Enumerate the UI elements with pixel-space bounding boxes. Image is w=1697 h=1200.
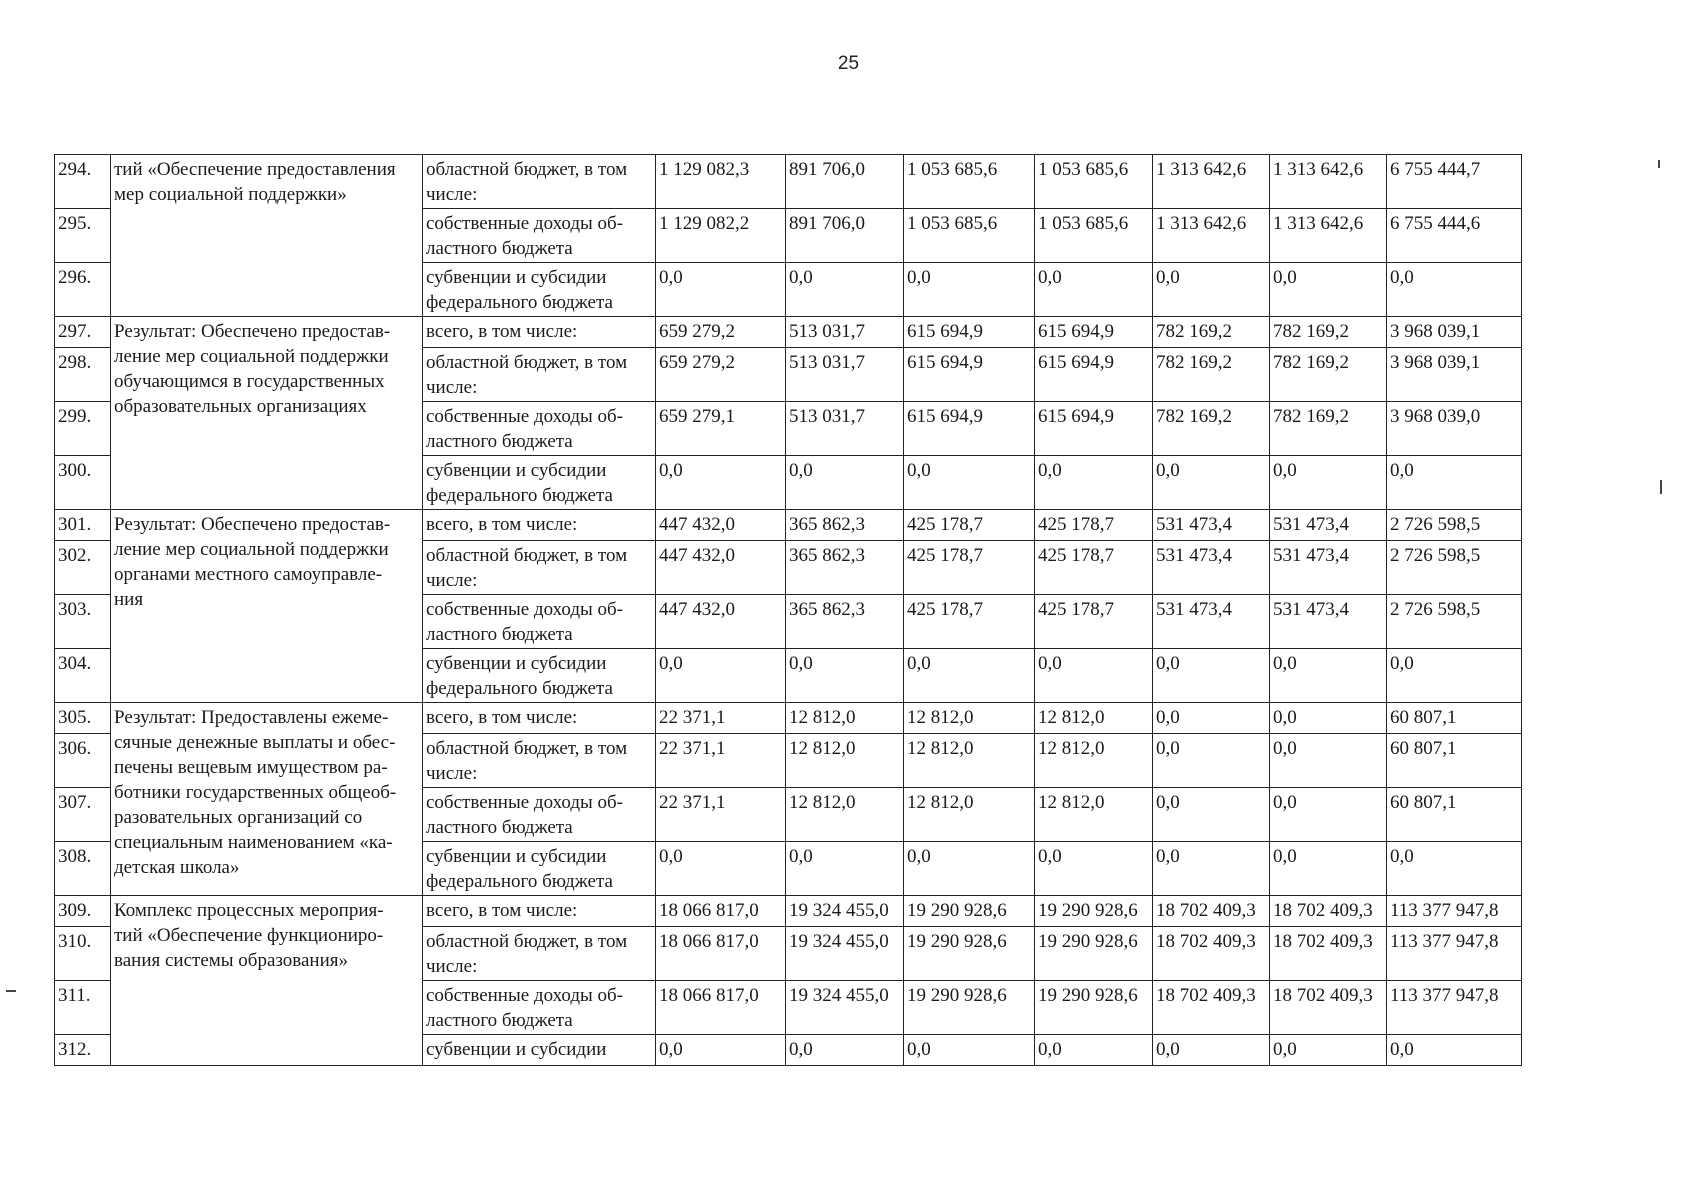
row-number: 307.	[55, 788, 111, 842]
activity-name-cell: Результат: Предоставлены ежеме- сячные денежные выплаты и обес- печены вещевым имуществом ра- ботники государственных общеоб- разовательных организаций со специальным наименованием «ка- детская школа»	[111, 703, 423, 896]
row-number: 306.	[55, 734, 111, 788]
year-value-cell: 0,0	[904, 456, 1035, 510]
year-value-cell: 782 169,2	[1153, 317, 1270, 348]
year-value-cell: 0,0	[656, 263, 786, 317]
year-value-cell: 18 702 409,3	[1270, 896, 1387, 927]
total-value-cell: 6 755 444,6	[1387, 209, 1522, 263]
year-value-cell: 531 473,4	[1153, 541, 1270, 595]
year-value-cell: 12 812,0	[786, 703, 904, 734]
total-value-cell: 60 807,1	[1387, 734, 1522, 788]
year-value-cell: 531 473,4	[1270, 541, 1387, 595]
scan-mark	[1658, 160, 1660, 168]
year-value-cell: 447 432,0	[656, 510, 786, 541]
year-value-cell: 659 279,1	[656, 402, 786, 456]
year-value-cell: 0,0	[1153, 703, 1270, 734]
funding-source-cell: собственные доходы об- ластного бюджета	[423, 981, 656, 1035]
row-number: 297.	[55, 317, 111, 348]
year-value-cell: 782 169,2	[1153, 348, 1270, 402]
total-value-cell: 2 726 598,5	[1387, 595, 1522, 649]
funding-source-cell: субвенции и субсидии федерального бюджета	[423, 456, 656, 510]
total-value-cell: 0,0	[1387, 456, 1522, 510]
year-value-cell: 0,0	[1153, 734, 1270, 788]
year-value-cell: 0,0	[786, 842, 904, 896]
row-number: 304.	[55, 649, 111, 703]
year-value-cell: 425 178,7	[904, 541, 1035, 595]
year-value-cell: 615 694,9	[904, 402, 1035, 456]
year-value-cell: 18 066 817,0	[656, 981, 786, 1035]
year-value-cell: 0,0	[656, 456, 786, 510]
year-value-cell: 19 290 928,6	[1035, 981, 1153, 1035]
year-value-cell: 18 702 409,3	[1270, 927, 1387, 981]
year-value-cell: 365 862,3	[786, 595, 904, 649]
year-value-cell: 0,0	[904, 842, 1035, 896]
year-value-cell: 425 178,7	[1035, 595, 1153, 649]
year-value-cell: 18 702 409,3	[1153, 981, 1270, 1035]
row-number: 302.	[55, 541, 111, 595]
year-value-cell: 22 371,1	[656, 734, 786, 788]
funding-source-cell: областной бюджет, в том числе:	[423, 541, 656, 595]
year-value-cell: 0,0	[1270, 456, 1387, 510]
year-value-cell: 425 178,7	[1035, 541, 1153, 595]
funding-source-cell: всего, в том числе:	[423, 896, 656, 927]
budget-table	[54, 154, 1522, 1066]
funding-source-cell: собственные доходы об- ластного бюджета	[423, 595, 656, 649]
activity-name-cell: Результат: Обеспечено предостав- ление мер социальной поддержки обучающимся в государственных образовательных организациях	[111, 317, 423, 510]
year-value-cell: 531 473,4	[1270, 595, 1387, 649]
total-value-cell: 0,0	[1387, 842, 1522, 896]
year-value-cell: 1 053 685,6	[904, 155, 1035, 209]
total-value-cell: 3 968 039,0	[1387, 402, 1522, 456]
year-value-cell: 513 031,7	[786, 348, 904, 402]
year-value-cell: 531 473,4	[1153, 595, 1270, 649]
scan-mark	[1660, 480, 1662, 494]
year-value-cell: 615 694,9	[904, 348, 1035, 402]
year-value-cell: 659 279,2	[656, 348, 786, 402]
page-number: 25	[837, 53, 860, 74]
year-value-cell: 0,0	[904, 1035, 1035, 1066]
year-value-cell: 19 290 928,6	[1035, 896, 1153, 927]
total-value-cell: 3 968 039,1	[1387, 317, 1522, 348]
year-value-cell: 0,0	[1270, 263, 1387, 317]
year-value-cell: 0,0	[904, 649, 1035, 703]
year-value-cell: 1 129 082,3	[656, 155, 786, 209]
funding-source-cell: собственные доходы об- ластного бюджета	[423, 209, 656, 263]
year-value-cell: 12 812,0	[1035, 788, 1153, 842]
total-value-cell: 113 377 947,8	[1387, 896, 1522, 927]
activity-name-cell: Комплекс процессных мероприя- тий «Обеспечение функциониро- вания системы образования»	[111, 896, 423, 1066]
year-value-cell: 0,0	[1035, 456, 1153, 510]
year-value-cell: 0,0	[1270, 703, 1387, 734]
row-number: 295.	[55, 209, 111, 263]
year-value-cell: 0,0	[1035, 842, 1153, 896]
year-value-cell: 0,0	[904, 263, 1035, 317]
year-value-cell: 1 313 642,6	[1270, 209, 1387, 263]
year-value-cell: 12 812,0	[904, 734, 1035, 788]
row-number: 299.	[55, 402, 111, 456]
row-number: 311.	[55, 981, 111, 1035]
year-value-cell: 659 279,2	[656, 317, 786, 348]
year-value-cell: 1 129 082,2	[656, 209, 786, 263]
total-value-cell: 3 968 039,1	[1387, 348, 1522, 402]
row-number: 294.	[55, 155, 111, 209]
row-number: 301.	[55, 510, 111, 541]
year-value-cell: 1 313 642,6	[1153, 209, 1270, 263]
total-value-cell: 0,0	[1387, 263, 1522, 317]
year-value-cell: 0,0	[656, 649, 786, 703]
year-value-cell: 12 812,0	[786, 734, 904, 788]
year-value-cell: 365 862,3	[786, 510, 904, 541]
year-value-cell: 0,0	[1035, 649, 1153, 703]
funding-source-cell: субвенции и субсидии федерального бюджета	[423, 842, 656, 896]
year-value-cell: 0,0	[1153, 456, 1270, 510]
total-value-cell: 2 726 598,5	[1387, 541, 1522, 595]
year-value-cell: 0,0	[1270, 734, 1387, 788]
scan-mark	[6, 990, 16, 992]
year-value-cell: 513 031,7	[786, 402, 904, 456]
year-value-cell: 18 702 409,3	[1270, 981, 1387, 1035]
table-row	[55, 896, 1522, 927]
year-value-cell: 12 812,0	[786, 788, 904, 842]
row-number: 310.	[55, 927, 111, 981]
year-value-cell: 0,0	[1153, 263, 1270, 317]
year-value-cell: 0,0	[1270, 1035, 1387, 1066]
funding-source-cell: субвенции и субсидии федерального бюджета	[423, 263, 656, 317]
year-value-cell: 425 178,7	[904, 510, 1035, 541]
row-number: 305.	[55, 703, 111, 734]
year-value-cell: 12 812,0	[1035, 734, 1153, 788]
year-value-cell: 22 371,1	[656, 788, 786, 842]
year-value-cell: 12 812,0	[904, 788, 1035, 842]
year-value-cell: 0,0	[1153, 1035, 1270, 1066]
year-value-cell: 615 694,9	[1035, 317, 1153, 348]
year-value-cell: 425 178,7	[1035, 510, 1153, 541]
year-value-cell: 1 053 685,6	[1035, 209, 1153, 263]
total-value-cell: 113 377 947,8	[1387, 981, 1522, 1035]
year-value-cell: 18 066 817,0	[656, 896, 786, 927]
total-value-cell: 6 755 444,7	[1387, 155, 1522, 209]
year-value-cell: 782 169,2	[1270, 348, 1387, 402]
year-value-cell: 0,0	[786, 649, 904, 703]
year-value-cell: 18 702 409,3	[1153, 927, 1270, 981]
year-value-cell: 19 290 928,6	[904, 981, 1035, 1035]
year-value-cell: 513 031,7	[786, 317, 904, 348]
row-number: 312.	[55, 1035, 111, 1066]
activity-name-cell: тий «Обеспечение предоставления мер социальной поддержки»	[111, 155, 423, 317]
row-number: 296.	[55, 263, 111, 317]
total-value-cell: 0,0	[1387, 649, 1522, 703]
row-number: 308.	[55, 842, 111, 896]
year-value-cell: 1 053 685,6	[1035, 155, 1153, 209]
table-row	[55, 155, 1522, 209]
year-value-cell: 19 324 455,0	[786, 896, 904, 927]
year-value-cell: 531 473,4	[1270, 510, 1387, 541]
funding-source-cell: областной бюджет, в том числе:	[423, 734, 656, 788]
year-value-cell: 425 178,7	[904, 595, 1035, 649]
year-value-cell: 0,0	[786, 1035, 904, 1066]
table-row	[55, 510, 1522, 541]
year-value-cell: 0,0	[1153, 788, 1270, 842]
year-value-cell: 1 313 642,6	[1153, 155, 1270, 209]
year-value-cell: 1 053 685,6	[904, 209, 1035, 263]
year-value-cell: 19 324 455,0	[786, 927, 904, 981]
year-value-cell: 0,0	[656, 1035, 786, 1066]
total-value-cell: 0,0	[1387, 1035, 1522, 1066]
year-value-cell: 531 473,4	[1153, 510, 1270, 541]
year-value-cell: 0,0	[1035, 263, 1153, 317]
year-value-cell: 615 694,9	[1035, 402, 1153, 456]
total-value-cell: 2 726 598,5	[1387, 510, 1522, 541]
activity-name-cell: Результат: Обеспечено предостав- ление мер социальной поддержки органами местного самоуправле- ния	[111, 510, 423, 703]
year-value-cell: 0,0	[1035, 1035, 1153, 1066]
funding-source-cell: субвенции и субсидии федерального бюджета	[423, 649, 656, 703]
year-value-cell: 0,0	[786, 263, 904, 317]
year-value-cell: 365 862,3	[786, 541, 904, 595]
year-value-cell: 1 313 642,6	[1270, 155, 1387, 209]
year-value-cell: 615 694,9	[1035, 348, 1153, 402]
row-number: 300.	[55, 456, 111, 510]
row-number: 298.	[55, 348, 111, 402]
year-value-cell: 19 290 928,6	[1035, 927, 1153, 981]
total-value-cell: 113 377 947,8	[1387, 927, 1522, 981]
funding-source-cell: областной бюджет, в том числе:	[423, 348, 656, 402]
total-value-cell: 60 807,1	[1387, 788, 1522, 842]
year-value-cell: 19 324 455,0	[786, 981, 904, 1035]
year-value-cell: 447 432,0	[656, 541, 786, 595]
funding-source-cell: областной бюджет, в том числе:	[423, 927, 656, 981]
year-value-cell: 19 290 928,6	[904, 896, 1035, 927]
total-value-cell: 60 807,1	[1387, 703, 1522, 734]
row-number: 303.	[55, 595, 111, 649]
funding-source-cell: собственные доходы об- ластного бюджета	[423, 788, 656, 842]
year-value-cell: 447 432,0	[656, 595, 786, 649]
funding-source-cell: всего, в том числе:	[423, 510, 656, 541]
year-value-cell: 782 169,2	[1270, 317, 1387, 348]
year-value-cell: 891 706,0	[786, 209, 904, 263]
table-row	[55, 317, 1522, 348]
year-value-cell: 0,0	[1153, 649, 1270, 703]
year-value-cell: 891 706,0	[786, 155, 904, 209]
year-value-cell: 22 371,1	[656, 703, 786, 734]
year-value-cell: 19 290 928,6	[904, 927, 1035, 981]
year-value-cell: 0,0	[1270, 842, 1387, 896]
year-value-cell: 18 702 409,3	[1153, 896, 1270, 927]
year-value-cell: 782 169,2	[1270, 402, 1387, 456]
year-value-cell: 12 812,0	[1035, 703, 1153, 734]
funding-source-cell: областной бюджет, в том числе:	[423, 155, 656, 209]
year-value-cell: 18 066 817,0	[656, 927, 786, 981]
year-value-cell: 615 694,9	[904, 317, 1035, 348]
funding-source-cell: субвенции и субсидии	[423, 1035, 656, 1066]
year-value-cell: 0,0	[1270, 649, 1387, 703]
year-value-cell: 0,0	[1153, 842, 1270, 896]
funding-source-cell: всего, в том числе:	[423, 703, 656, 734]
budget-table-body	[55, 155, 1522, 1066]
table-row	[55, 703, 1522, 734]
year-value-cell: 12 812,0	[904, 703, 1035, 734]
funding-source-cell: всего, в том числе:	[423, 317, 656, 348]
funding-source-cell: собственные доходы об- ластного бюджета	[423, 402, 656, 456]
year-value-cell: 0,0	[656, 842, 786, 896]
year-value-cell: 782 169,2	[1153, 402, 1270, 456]
row-number: 309.	[55, 896, 111, 927]
year-value-cell: 0,0	[1270, 788, 1387, 842]
year-value-cell: 0,0	[786, 456, 904, 510]
